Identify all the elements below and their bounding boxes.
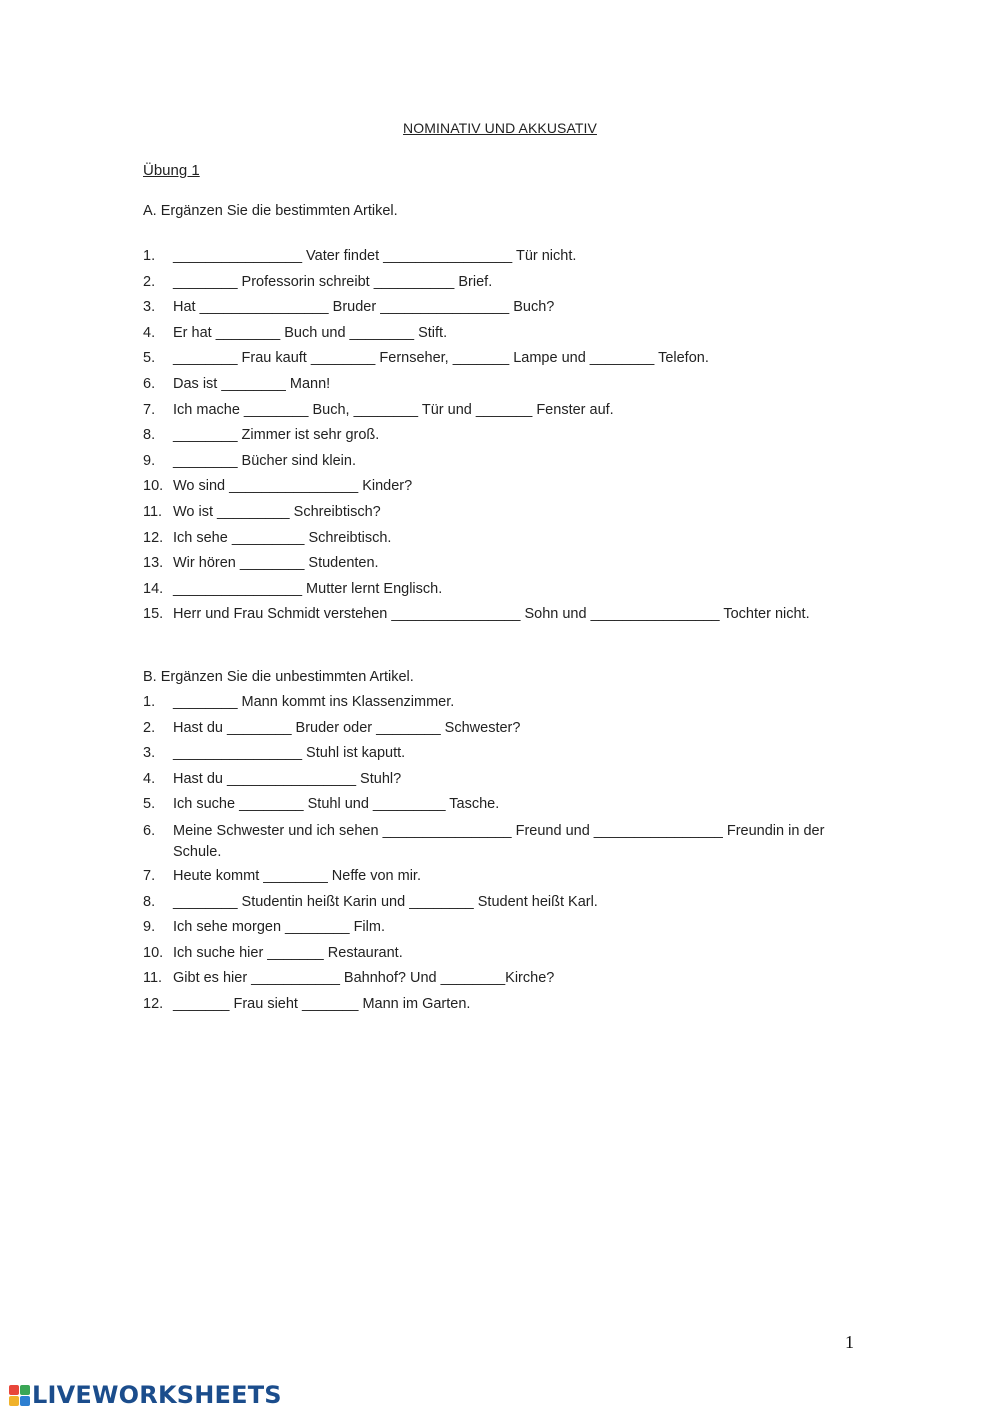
item-sentence: Wo sind ________________ Kinder? bbox=[173, 478, 413, 495]
item-number: 12. bbox=[143, 995, 164, 1012]
item-sentence: Gibt es hier ___________ Bahnhof? Und ________Kirche? bbox=[173, 970, 555, 987]
footer-brand-text: LIVEWORKSHEETS bbox=[32, 1381, 282, 1409]
item-number: 8. bbox=[143, 427, 156, 444]
exercise-item bbox=[143, 426, 863, 452]
item-number: 1. bbox=[143, 248, 156, 264]
item-sentence: ________________ Stuhl ist kaputt. bbox=[173, 745, 406, 762]
item-number: 10. bbox=[143, 478, 164, 495]
item-number: 14. bbox=[143, 580, 164, 597]
item-sentence: Heute kommt ________ Neffe von mir. bbox=[173, 867, 421, 884]
item-sentence: ________ Professorin schreibt __________ Brief. bbox=[173, 273, 493, 290]
item-sentence: _______ Frau sieht _______ Mann im Garten. bbox=[173, 995, 471, 1012]
exercise-item bbox=[143, 605, 863, 631]
item-number: 6. bbox=[143, 822, 156, 839]
section-b-heading: B. Ergänzen Sie die unbestimmten Artikel. bbox=[143, 669, 414, 685]
item-number: 9. bbox=[143, 919, 156, 936]
item-sentence: Hast du ________________ Stuhl? bbox=[173, 770, 402, 787]
exercise-item bbox=[143, 744, 863, 770]
exercise-item bbox=[143, 401, 863, 427]
item-number: 5. bbox=[143, 350, 156, 367]
item-sentence: Ich sehe morgen ________ Film. bbox=[173, 919, 385, 936]
exercise-item bbox=[143, 349, 863, 375]
item-sentence: ________ Bücher sind klein. bbox=[173, 452, 356, 469]
exercise-item bbox=[143, 995, 863, 1021]
exercise-item bbox=[143, 867, 863, 893]
exercise-item bbox=[143, 944, 863, 970]
item-number: 3. bbox=[143, 745, 156, 762]
item-number: 6. bbox=[143, 375, 156, 392]
item-number: 11. bbox=[143, 503, 163, 520]
item-sentence: Er hat ________ Buch und ________ Stift. bbox=[173, 324, 448, 341]
item-sentence: Wo ist _________ Schreibtisch? bbox=[173, 503, 381, 520]
exercise-item bbox=[143, 918, 863, 944]
item-number: 10. bbox=[143, 944, 164, 961]
item-sentence: Meine Schwester und ich sehen ________________ Freund und ________________ Freundin in der Schule. bbox=[173, 822, 825, 860]
item-sentence: ________________ Vater findet ________________ Tür nicht. bbox=[173, 248, 577, 264]
item-sentence: Hast du ________ Bruder oder ________ Schwester? bbox=[173, 719, 521, 736]
exercise-item bbox=[143, 298, 863, 324]
exercise-item bbox=[143, 693, 863, 719]
section-a-list bbox=[143, 247, 863, 631]
exercise-item bbox=[143, 795, 863, 821]
item-number: 4. bbox=[143, 770, 156, 787]
exercise-item bbox=[143, 821, 863, 867]
exercise-item bbox=[143, 554, 863, 580]
exercise-item bbox=[143, 273, 863, 299]
item-sentence: ________ Zimmer ist sehr groß. bbox=[173, 427, 380, 444]
item-sentence: ________ Frau kauft ________ Fernseher, _______ Lampe und ________ Telefon. bbox=[173, 350, 709, 367]
item-number: 7. bbox=[143, 401, 156, 418]
item-sentence: Ich suche hier _______ Restaurant. bbox=[173, 944, 403, 961]
footer-logo[interactable] bbox=[8, 1381, 282, 1409]
item-sentence: Ich suche ________ Stuhl und _________ Tasche. bbox=[173, 796, 500, 813]
item-number: 13. bbox=[143, 555, 164, 572]
item-number: 7. bbox=[143, 867, 156, 884]
item-number: 3. bbox=[143, 299, 156, 316]
item-number: 11. bbox=[143, 970, 163, 987]
item-number: 5. bbox=[143, 796, 156, 813]
item-number: 15. bbox=[143, 606, 164, 623]
exercise-title: Übung 1 bbox=[143, 162, 200, 179]
item-sentence: Ich sehe _________ Schreibtisch. bbox=[173, 529, 392, 546]
exercise-item bbox=[143, 452, 863, 478]
section-b-list bbox=[143, 693, 863, 1021]
exercise-item bbox=[143, 247, 863, 273]
item-sentence: Herr und Frau Schmidt verstehen ________________ Sohn und ________________ Tochter nicht. bbox=[173, 606, 810, 623]
liveworksheets-logo-icon bbox=[8, 1384, 30, 1406]
item-sentence: ________ Mann kommt ins Klassenzimmer. bbox=[173, 694, 455, 710]
item-sentence: Ich mache ________ Buch, ________ Tür und _______ Fenster auf. bbox=[173, 401, 614, 418]
page-number: 1 bbox=[845, 1332, 854, 1352]
page-title: NOMINATIV UND AKKUSATIV bbox=[403, 120, 597, 136]
item-number: 12. bbox=[143, 529, 164, 546]
item-number: 2. bbox=[143, 719, 156, 736]
exercise-item bbox=[143, 503, 863, 529]
exercise-item bbox=[143, 477, 863, 503]
item-number: 1. bbox=[143, 694, 156, 710]
exercise-item bbox=[143, 580, 863, 606]
item-sentence: ________________ Mutter lernt Englisch. bbox=[173, 580, 443, 597]
item-sentence: Wir hören ________ Studenten. bbox=[173, 555, 379, 572]
exercise-item bbox=[143, 324, 863, 350]
item-number: 2. bbox=[143, 273, 156, 290]
exercise-item bbox=[143, 770, 863, 796]
item-number: 8. bbox=[143, 893, 156, 910]
section-a-heading: A. Ergänzen Sie die bestimmten Artikel. bbox=[143, 203, 398, 219]
item-sentence: Hat ________________ Bruder ________________ Buch? bbox=[173, 299, 555, 316]
exercise-item bbox=[143, 375, 863, 401]
item-sentence: Das ist ________ Mann! bbox=[173, 375, 331, 392]
exercise-item bbox=[143, 719, 863, 745]
item-number: 9. bbox=[143, 452, 156, 469]
item-sentence: ________ Studentin heißt Karin und ________ Student heißt Karl. bbox=[173, 893, 598, 910]
item-number: 4. bbox=[143, 324, 156, 341]
exercise-item bbox=[143, 969, 863, 995]
exercise-item bbox=[143, 529, 863, 555]
exercise-item bbox=[143, 893, 863, 919]
